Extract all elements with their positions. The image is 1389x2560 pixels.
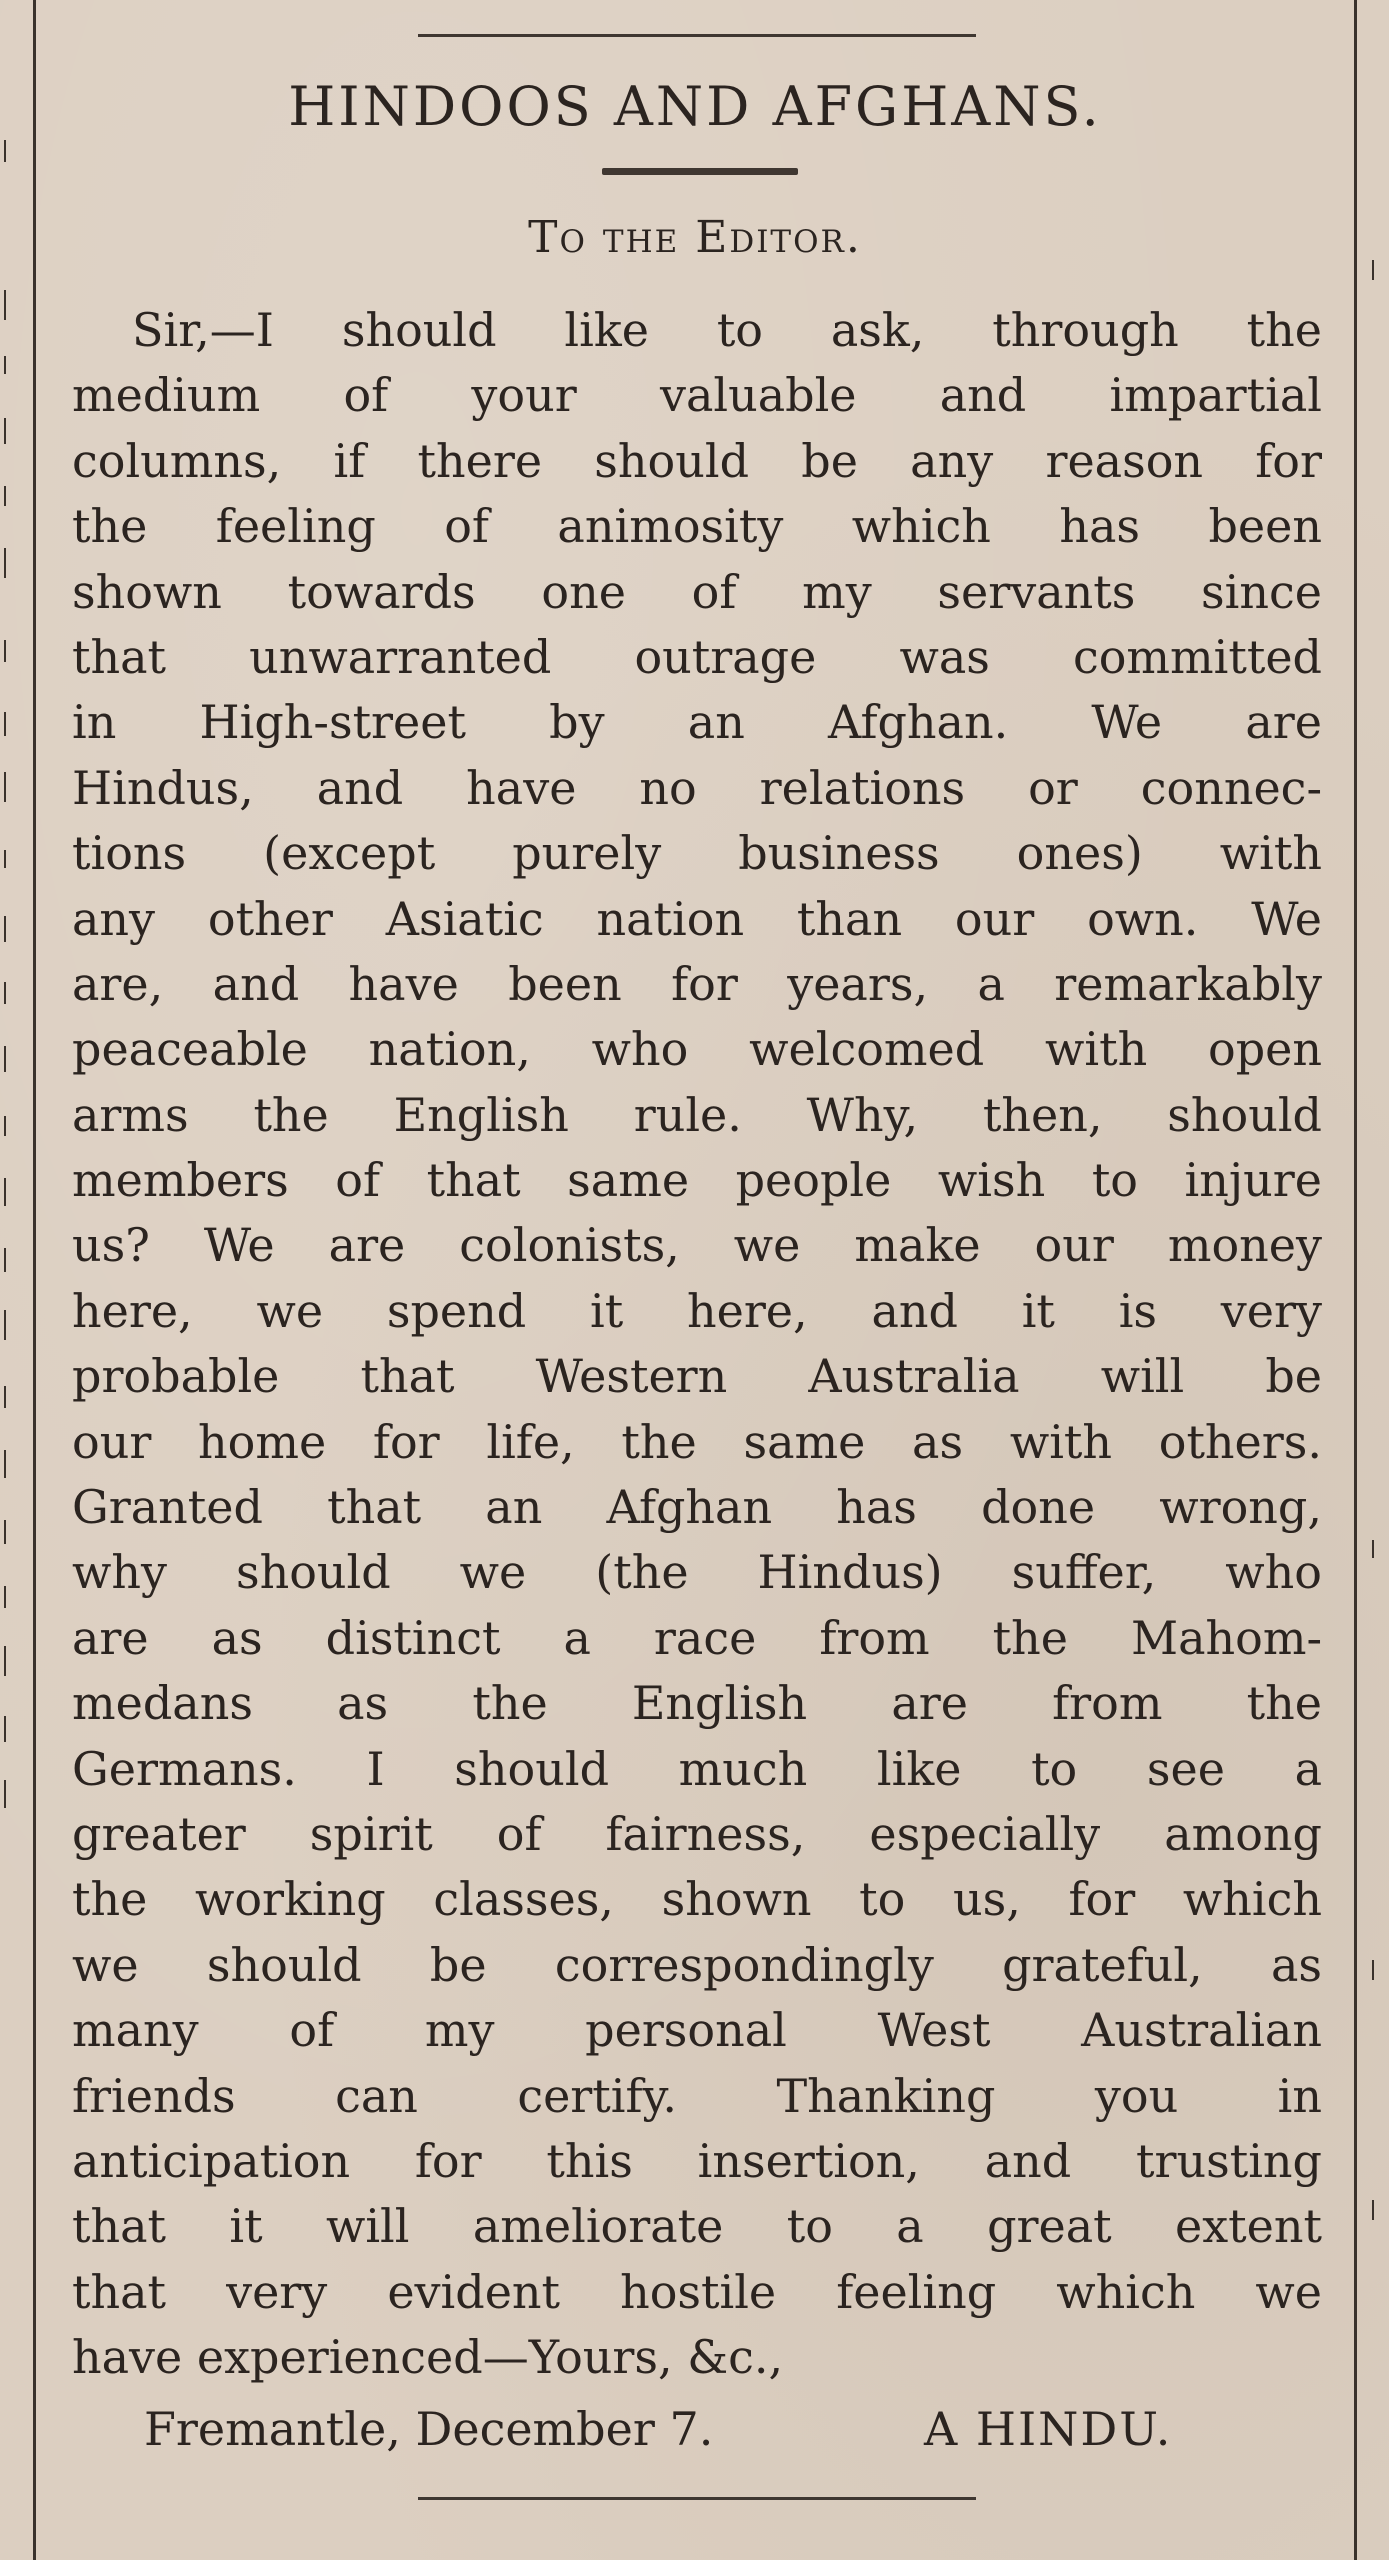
body-line: that unwarranted outrage was committed [72,629,1322,684]
margin-tick [4,1780,6,1808]
column-rule-left [33,0,36,2560]
body-line: greater spirit of fairness, especially among [72,1806,1322,1861]
body-line: any other Asiatic nation than our own. We [72,891,1322,946]
left-margin-marks [4,0,16,2560]
body-line: Germans. I should much like to see a [72,1741,1322,1796]
body-line: shown towards one of my servants since [72,564,1322,619]
body-line: medans as the English are from the [72,1676,1322,1731]
letter-body [72,298,1322,2391]
signoff [72,2396,1272,2462]
margin-tick [4,418,6,444]
body-line: our home for life, the same as with others. [72,1414,1322,1469]
body-line: peaceable nation, who welcomed with open [72,1022,1322,1077]
body-line: in High-street by an Afghan. We are [72,695,1322,750]
body-line: the feeling of animosity which has been [72,499,1322,554]
body-line: us? We are colonists, we make our money [72,1218,1322,1273]
body-line: that it will ameliorate to a great extent [72,2199,1322,2254]
margin-tick [4,1310,6,1340]
body-line: the working classes, shown to us, for which [72,1872,1322,1927]
signature: A HINDU. [924,2402,1173,2456]
body-line: friends can certify. Thanking you in [72,2068,1322,2123]
to-the-editor: To the Editor. [528,212,862,263]
body-line: many of my personal West Australian [72,2003,1322,2058]
margin-tick [4,1386,6,1408]
margin-tick [4,548,6,578]
margin-tick [4,486,6,506]
margin-tick [4,1248,6,1272]
body-line: Granted that an Afghan has done wrong, [72,1480,1322,1535]
margin-tick [4,290,6,320]
body-line: why should we (the Hindus) suffer, who [72,1545,1322,1600]
margin-tick [4,1646,6,1676]
body-line: arms the English rule. Why, then, should [72,1087,1322,1142]
column-rule-right [1354,0,1357,2560]
body-line: probable that Western Australia will be [72,1349,1322,1404]
margin-tick [1372,1540,1374,1558]
margin-tick [4,1520,6,1544]
top-divider [418,34,976,37]
title-divider [602,168,798,175]
right-margin-marks [1372,0,1386,2560]
body-line: are as distinct a race from the Mahom- [72,1610,1322,1665]
margin-tick [4,772,6,802]
margin-tick [4,850,6,868]
body-line: anticipation for this insertion, and trusting [72,2133,1322,2188]
body-line: tions (except purely business ones) with [72,826,1322,881]
margin-tick [1372,1960,1374,1980]
margin-tick [4,640,6,662]
margin-tick [1372,2200,1374,2220]
margin-tick [4,1116,6,1136]
margin-tick [4,982,6,1004]
margin-tick [4,1586,6,1608]
body-line: we should be correspondingly grateful, as [72,1937,1322,1992]
margin-tick [4,140,6,162]
body-line: that very evident hostile feeling which we [72,2264,1322,2319]
margin-tick [4,1450,6,1478]
margin-tick [4,1046,6,1072]
body-line: have experienced—Yours, &c., [72,2330,784,2385]
margin-tick [4,916,6,942]
body-line: are, and have been for years, a remarkably [72,956,1322,1011]
place-date: Fremantle, December 7. [144,2402,714,2456]
margin-tick [4,1178,6,1206]
body-line: members of that same people wish to injure [72,1153,1322,1208]
margin-tick [4,1716,6,1742]
headline: HINDOOS AND AFGHANS. [288,75,1102,138]
margin-tick [4,712,6,736]
margin-tick [1372,260,1374,280]
body-line: Hindus, and have no relations or connec- [72,760,1322,815]
body-line: columns, if there should be any reason for [72,433,1322,488]
margin-tick [4,356,6,374]
body-line: here, we spend it here, and it is very [72,1283,1322,1338]
body-line: Sir,—I should like to ask, through the [132,303,1322,357]
body-line: medium of your valuable and impartial [72,368,1322,423]
bottom-divider [418,2497,976,2500]
